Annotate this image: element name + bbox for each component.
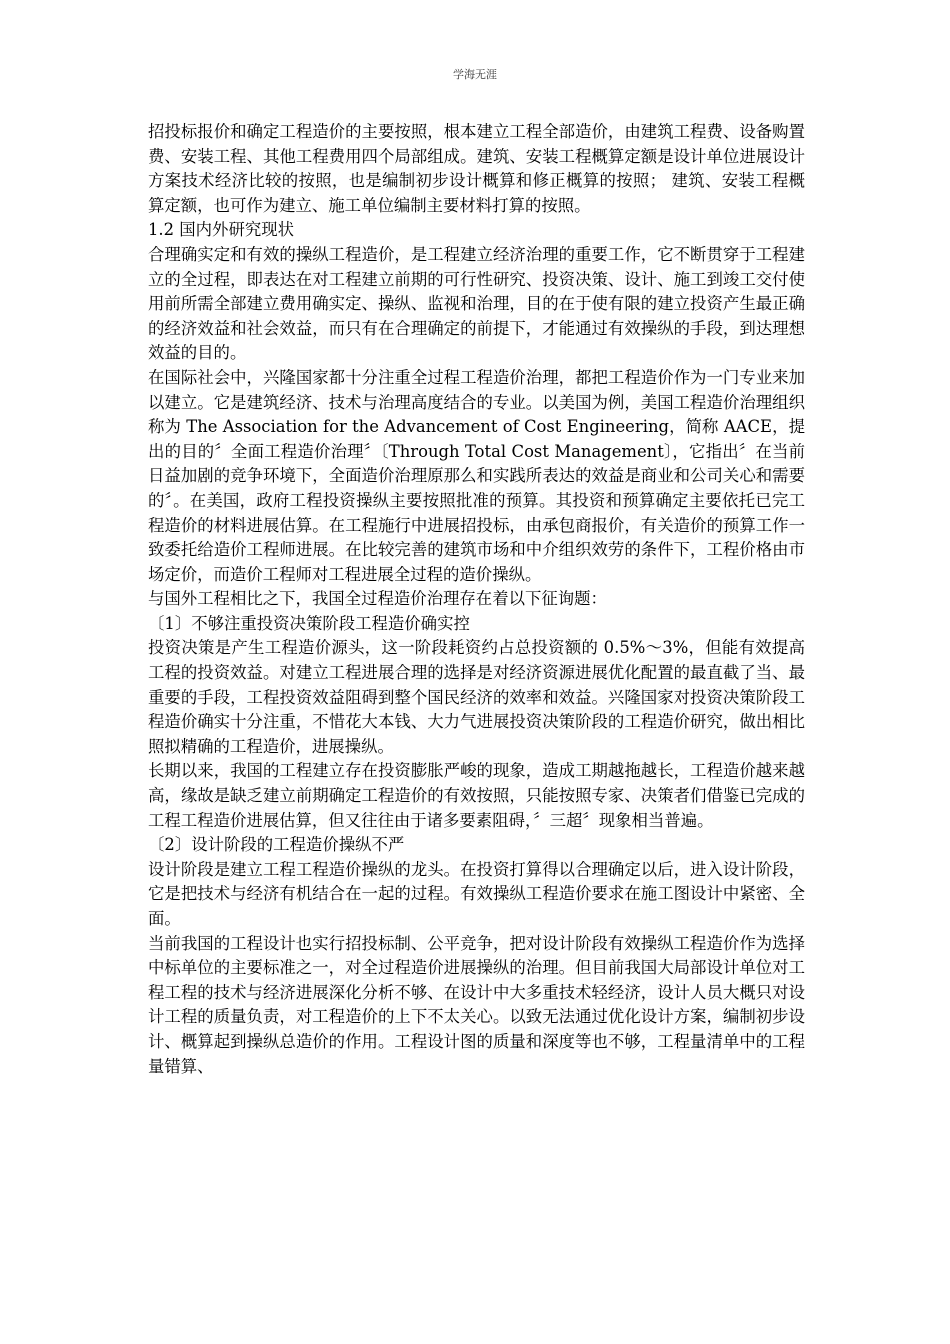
paragraph-comparison: 与国外工程相比之下，我国全过程造价治理存在着以下征询题： [148, 589, 607, 609]
subheading-item-2: 〔2〕设计阶段的工程造价操纵不严 [148, 835, 405, 855]
paragraph-investment-decision: 投资决策是产生工程造价源头，这一阶段耗资约占总投资额的 0.5%～3%，但能有效提高工程的投资效益。对建立工程进展合理的选择是对经济资源进展优化配置的最直截了当、最重要的手段，工程投资效益阻碍到整个国民经济的效率和效益。兴隆国家对投资决策阶段工程造价确实十分注重，不惜花大本钱、大力气进展投资决策阶段的工程造价研究，做出相比照拟精确的工程造价，进展操纵。 [148, 638, 805, 756]
section-heading: 1.2 国内外研究现状 [148, 220, 295, 240]
subheading-item-1: 〔1〕不够注重投资决策阶段工程造价确实控 [148, 613, 470, 633]
document-body [148, 120, 805, 1079]
paragraph-design-bidding: 当前我国的工程设计也实行招投标制、公平竞争，把对设计阶段有效操纵工程造价作为选择中标单位的主要标准之一，对全过程造价进展操纵的治理。但目前我国大局部设计单位对工程工程的技术与经济进展深化分析不够、在设计中大多重技术轻经济，设计人员大概只对设计工程的质量负责，对工程造价的上下不太关心。以致无法通过优化设计方案，编制初步设计、概算起到操纵总造价的作用。工程设计图的质量和深度等也不够，工程量清单中的工程量错算、 [148, 933, 805, 1076]
paragraph-international: 在国际社会中，兴隆国家都十分注重全过程工程造价治理，都把工程造价作为一门专业来加以建立。它是建筑经济、技术与治理高度结合的专业。以美国为例，美国工程造价治理组织称为 The Association for the Advancement of Cost Engineering，简称 AACE，提出的目的〞全面工程造价治理〞〔Through Total Cost Management〕，它指出〞在当前日益加剧的竞争环境下，全面造价治理原那么和实践所表达的效益是商业和公司关心和需要的〞。在美国，政府工程投资操纵主要按照批准的预算。其投资和预算确定主要依托已完工程造价的材料进展估算。在工程施行中进展招投标，由承包商报价，有关造价的预算工作一致委托给造价工程师进展。在比较完善的建筑市场和中介组织效劳的条件下，工程价格由市场定价，而造价工程师对工程进展全过程的造价操纵。 [148, 367, 805, 584]
paragraph-cost-control: 合理确实定和有效的操纵工程造价，是工程建立经济治理的重要工作，它不断贯穿于工程建立的全过程，即表达在对工程建立前期的可行性研究、投资决策、设计、施工到竣工交付使用前所需全部建立费用确实定、操纵、监视和治理，目的在于使有限的建立投资产生最正确的经济效益和社会效益，而只有在合理确定的前提下，才能通过有效操纵的手段，到达理想效益的目的。 [148, 244, 805, 363]
paragraph-estimate-basis: 招投标报价和确定工程造价的主要按照，根本建立工程全部造价，由建筑工程费、设备购置费、安装工程、其他工程费用四个局部组成。建筑、安装工程概算定额是设计单位进展设计方案技术经济比较的按照，也是编制初步设计概算和修正概算的按照； 建筑、安装工程概算定额，也可作为建立、施工单位编制主要材料打算的按照。 [148, 122, 805, 215]
paragraph-long-term: 长期以来，我国的工程建立存在投资膨胀严峻的现象，造成工期越拖越长，工程造价越来越高，缘故是缺乏建立前期确定工程造价的有效按照，只能按照专家、决策者们借鉴已完成的工程工程造价进展估算，但又往往由于诸多要素阻碍，〞三超〞现象相当普遍。 [148, 761, 805, 830]
paragraph-design-stage: 设计阶段是建立工程工程造价操纵的龙头。在投资打算得以合理确定以后，进入设计阶段，它是把技术与经济有机结合在一起的过程。有效操纵工程造价要求在施工图设计中紧密、全面。 [148, 859, 805, 928]
page-header: 学海无涯 [453, 68, 497, 81]
